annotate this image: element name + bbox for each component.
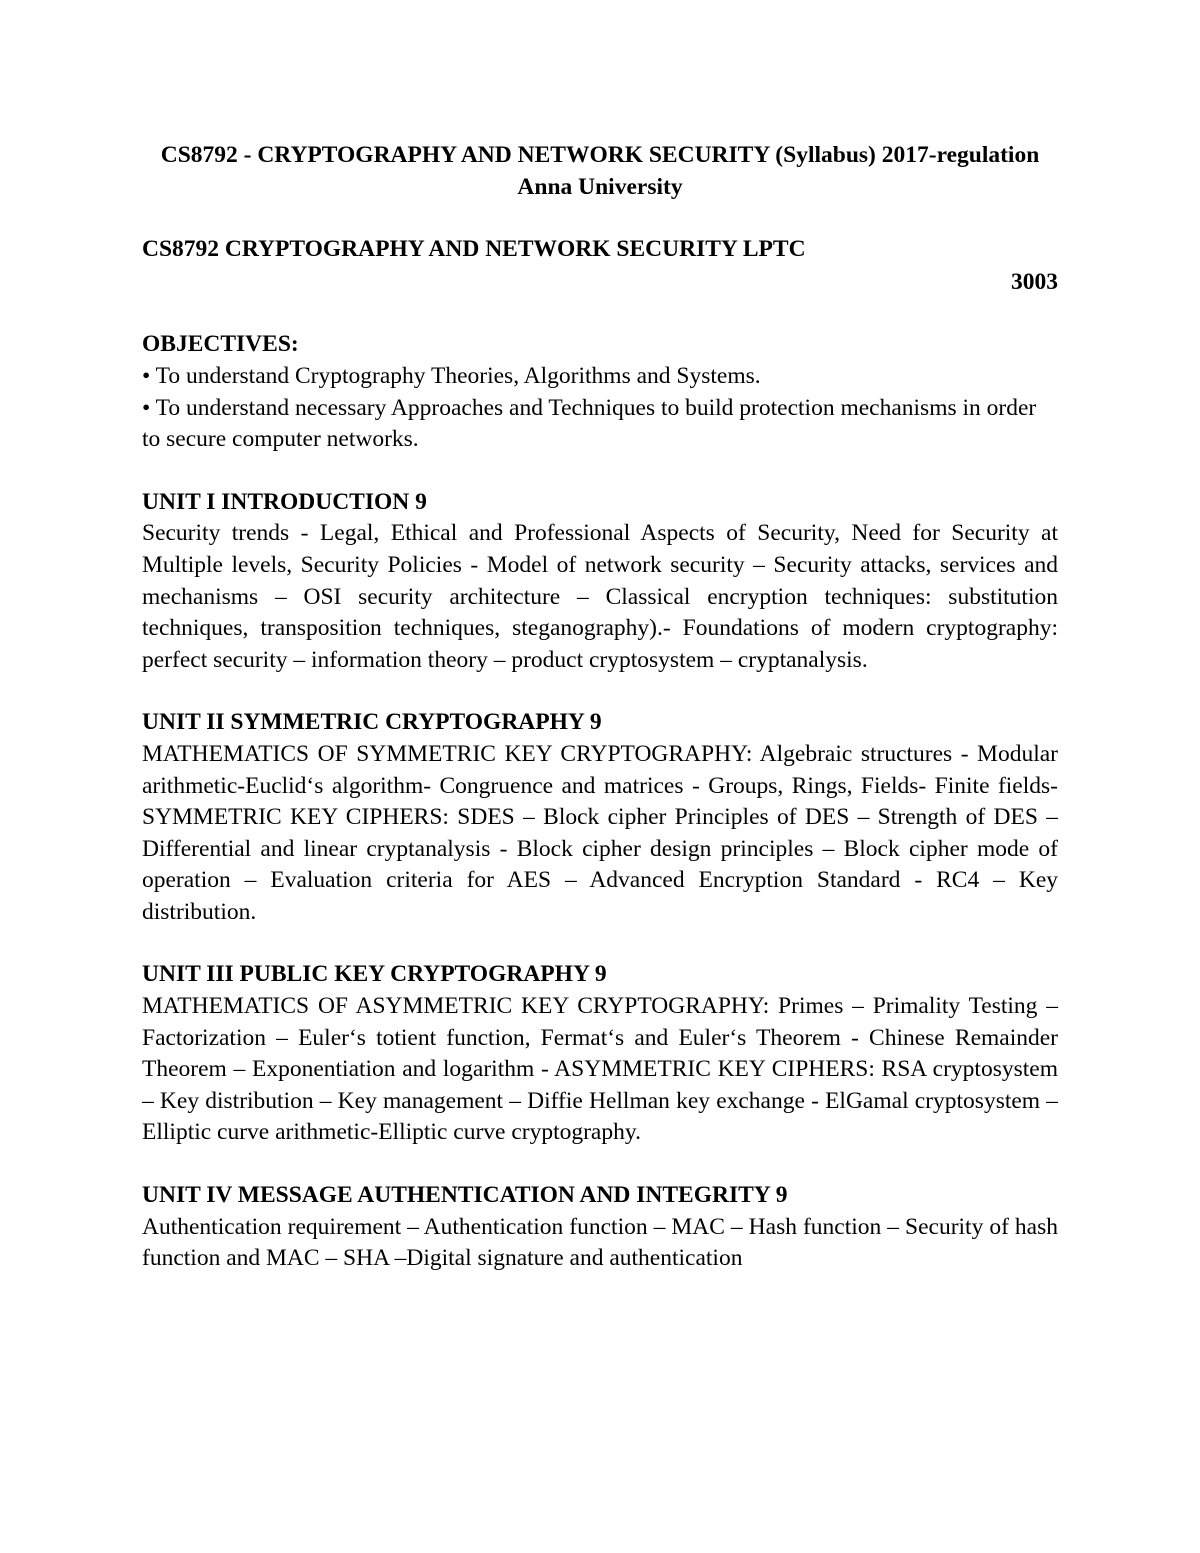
unit-2-section bbox=[142, 707, 1058, 928]
unit-2-heading: UNIT II SYMMETRIC CRYPTOGRAPHY 9 bbox=[142, 709, 602, 736]
unit-1-heading: UNIT I INTRODUCTION 9 bbox=[142, 488, 427, 515]
course-code-line: CS8792 CRYPTOGRAPHY AND NETWORK SECURITY LPTC bbox=[142, 236, 806, 263]
unit-3-body: MATHEMATICS OF ASYMMETRIC KEY CRYPTOGRAPHY: Primes – Primality Testing – Factorization – Euler‘s totient function, Fermat‘s and Euler‘s Theorem - Chinese Remainder Theorem – Exponentiation and logarithm - ASYMMETRIC KEY CIPHERS: RSA cryptosystem – Key distribution – Key management – Diffie Hellman key exchange - ElGamal cryptosystem – Elliptic curve arithmetic-Elliptic curve cryptography. bbox=[142, 993, 1058, 1146]
unit-1-body: Security trends - Legal, Ethical and Professional Aspects of Security, Need for Security at Multiple levels, Security Policies - Model of network security – Security attacks, services and mechanisms – OSI security architecture – Classical encryption techniques: substitution techniques, transposition techniques, steganography).- Foundations of modern cryptography: perfect security – information theory – product cryptosystem – cryptanalysis. bbox=[142, 520, 1058, 673]
unit-2-body: MATHEMATICS OF SYMMETRIC KEY CRYPTOGRAPHY: Algebraic structures - Modular arithmetic-Euclid‘s algorithm- Congruence and matrices - Groups, Rings, Fields- Finite fields- SYMMETRIC KEY CIPHERS: SDES – Block cipher Principles of DES – Strength of DES – Differential and linear cryptanalysis - Block cipher design principles – Block cipher mode of operation – Evaluation criteria for AES – Advanced Encryption Standard - RC4 – Key distribution. bbox=[142, 740, 1058, 925]
objectives-heading: OBJECTIVES: bbox=[142, 331, 299, 358]
objective-item: • To understand necessary Approaches and Techniques to build protection mechanisms in order to secure computer networks. bbox=[142, 394, 1037, 453]
credits-value: 3003 bbox=[1011, 268, 1058, 295]
unit-4-section bbox=[142, 1180, 1058, 1275]
unit-1-section bbox=[142, 487, 1058, 677]
unit-3-heading: UNIT III PUBLIC KEY CRYPTOGRAPHY 9 bbox=[142, 961, 607, 988]
document-title: CS8792 - CRYPTOGRAPHY AND NETWORK SECURITY (Syllabus) 2017-regulation Anna University bbox=[160, 142, 1040, 200]
objective-item: • To understand Cryptography Theories, Algorithms and Systems. bbox=[142, 362, 761, 389]
unit-3-section bbox=[142, 959, 1058, 1149]
unit-4-heading: UNIT IV MESSAGE AUTHENTICATION AND INTEGRITY 9 bbox=[142, 1182, 788, 1209]
objectives-section bbox=[142, 329, 1058, 455]
unit-4-body: Authentication requirement – Authentication function – MAC – Hash function – Security of hash function and MAC – SHA –Digital signature and authentication bbox=[142, 1213, 1058, 1272]
syllabus-page bbox=[142, 140, 1058, 1275]
